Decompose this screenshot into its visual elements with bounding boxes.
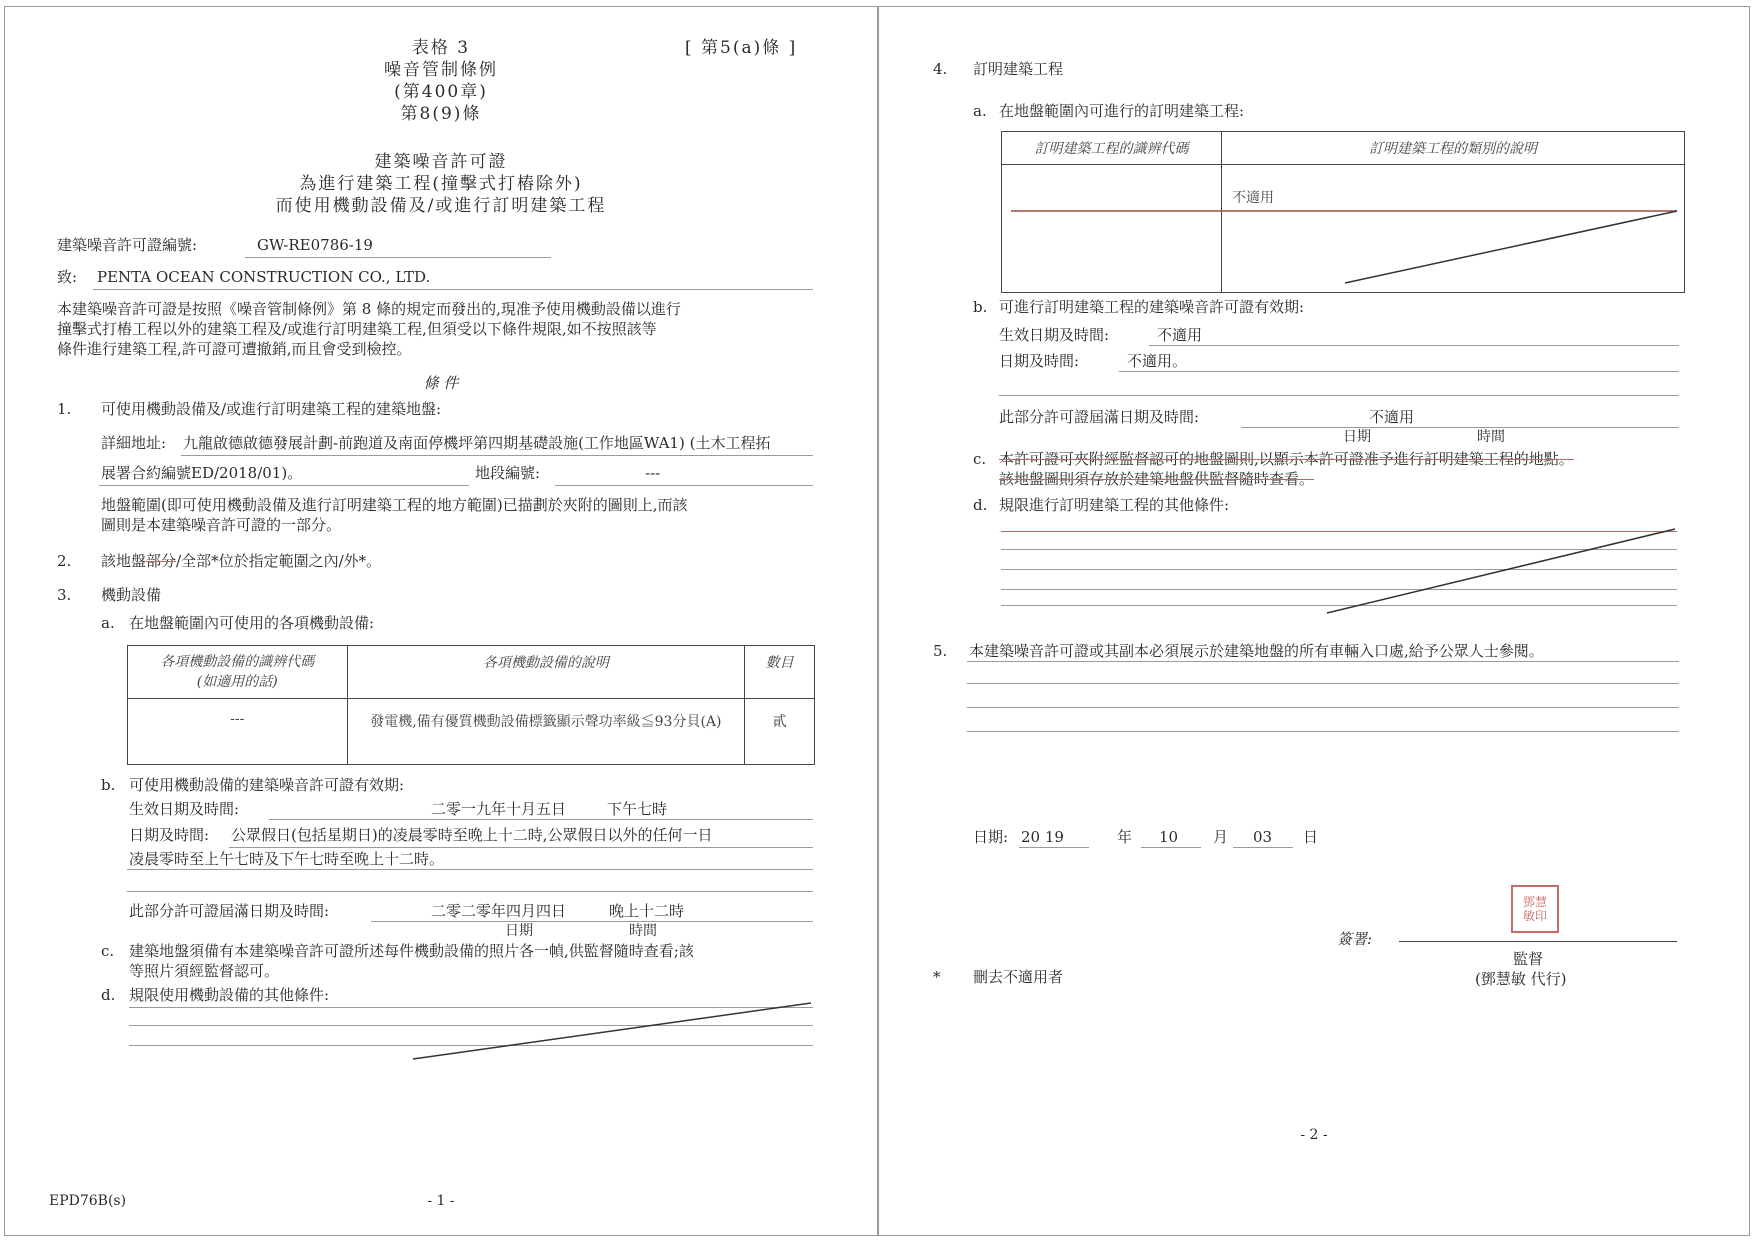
issue-date-month: 10 — [1159, 828, 1179, 846]
item-3a-label: a. — [101, 614, 115, 632]
item-2-number: 2. — [57, 552, 72, 570]
permit-subtitle-1: 為進行建築工程(撞擊式打樁除外) — [299, 174, 583, 194]
item-5-line-3 — [967, 707, 1679, 708]
issue-date-year: 20 19 — [1021, 828, 1064, 846]
official-seal-stamp: 鄧慧 敏印 — [1511, 885, 1559, 933]
equipment-quantity-cell: 貳 — [745, 699, 815, 765]
works-expiry-label: 此部分許可證屆滿日期及時間: — [999, 408, 1200, 426]
item-4-title: 訂明建築工程 — [973, 60, 1064, 78]
works-code-header: 訂明建築工程的識辨代碼 — [1002, 132, 1222, 165]
works-description-header: 訂明建築工程的類別的說明 — [1222, 132, 1685, 165]
signature-label: 簽署: — [1337, 930, 1373, 948]
permit-page-1 — [4, 6, 878, 1236]
item-5-line-2 — [967, 683, 1679, 684]
page-number-1: - 1 - — [427, 1193, 455, 1209]
item-4a-label: a. — [973, 102, 987, 120]
item-3-title: 機動設備 — [101, 586, 162, 604]
effective-date: 二零一九年十月五日 — [431, 800, 567, 818]
address-line-2: 展署合約編號ED/2018/01)。 — [101, 464, 303, 482]
permit-title: 建築噪音許可證 — [374, 152, 508, 172]
equipment-quantity-header: 數目 — [745, 646, 815, 699]
item-3c-line-1: 建築地盤須備有本建築噪音許可證所述每件機動設備的照片各一幀,供監督隨時查看;該 — [129, 942, 694, 960]
works-days-value: 不適用。 — [1127, 352, 1188, 370]
item-2-pre: 該地盤 — [101, 552, 147, 570]
month-underline — [1141, 847, 1201, 848]
item-3c-label: c. — [101, 942, 115, 960]
issue-date-label: 日期: — [973, 828, 1009, 846]
item-3b-text: 可使用機動設備的建築噪音許可證有效期: — [129, 776, 405, 794]
item-4b-label: b. — [973, 298, 988, 316]
item-5-line-4 — [967, 731, 1679, 732]
expiry-date: 二零二零年四月四日 — [431, 902, 567, 920]
expiry-time: 晚上十二時 — [609, 902, 685, 920]
permit-number: GW-RE0786-19 — [257, 236, 373, 254]
chapter-number: (第400章) — [394, 82, 488, 102]
recipient-label: 致: — [57, 268, 78, 286]
site-note-line-2: 圖則是本建築噪音許可證的一部分。 — [101, 516, 342, 534]
item-5-line-1 — [967, 661, 1679, 662]
recipient-name: PENTA OCEAN CONSTRUCTION CO., LTD. — [97, 268, 431, 286]
signature-line — [1399, 941, 1677, 942]
works-description-cell: 不適用 — [1222, 165, 1685, 293]
works-expiry-value: 不適用 — [1369, 408, 1415, 426]
item-4c-label: c. — [973, 450, 987, 468]
page-number-2: - 2 - — [1300, 1127, 1328, 1143]
footnote-mark: * — [933, 968, 941, 986]
expiry-date-caption: 日期 — [505, 923, 533, 939]
year-char: 年 — [1117, 828, 1133, 846]
intro-line-2: 撞擊式打樁工程以外的建築工程及/或進行訂明建築工程,但須受以下條件規限,如不按照該等 — [57, 320, 657, 338]
effective-time: 下午七時 — [607, 800, 668, 818]
works-days-label: 日期及時間: — [999, 352, 1080, 370]
conditions-heading: 條 件 — [423, 374, 459, 392]
item-2-post: /全部*位於指定範圍之內/外*。 — [176, 552, 382, 570]
item-4d-text: 規限進行訂明建築工程的其他條件: — [999, 496, 1230, 514]
year-underline — [1019, 847, 1089, 848]
item-3d-label: d. — [101, 986, 116, 1004]
days-label: 日期及時間: — [129, 826, 210, 844]
item-4c-line-2: 該地盤圖則須存放於建築地盤供監督隨時查看。 — [999, 470, 1315, 488]
day-underline — [1233, 847, 1293, 848]
item-4-number: 4. — [933, 60, 948, 78]
equipment-description-cell: 發電機,備有優質機動設備標籤顯示聲功率級≦93分貝(A) — [347, 699, 745, 765]
days-line-2: 凌晨零時至上午七時及下午七時至晚上十二時。 — [129, 850, 445, 868]
ordinance-name: 噪音管制條例 — [384, 60, 498, 80]
works-effective-value: 不適用 — [1157, 326, 1203, 344]
equipment-code-header: 各項機動設備的識辨代碼 (如適用的話) — [128, 646, 348, 699]
intro-line-3: 條件進行建築工程,許可證可遭撤銷,而且會受到檢控。 — [57, 340, 412, 358]
item-4a-text: 在地盤範圍內可進行的訂明建築工程: — [999, 102, 1245, 120]
footnote-text: 刪去不適用者 — [973, 968, 1064, 986]
item-3c-line-2: 等照片須經監督認可。 — [129, 962, 280, 980]
item-2-struck: 部分 — [146, 552, 177, 570]
works-date-caption: 日期 — [1343, 429, 1371, 445]
form-number: 表格 3 — [411, 38, 471, 58]
form-code: EPD76B(s) — [49, 1193, 127, 1209]
expiry-label: 此部分許可證屆滿日期及時間: — [129, 902, 330, 920]
month-char: 月 — [1213, 828, 1229, 846]
item-3d-text: 規限使用機動設備的其他條件: — [129, 986, 330, 1004]
item-3-number: 3. — [57, 586, 72, 604]
item-1-number: 1. — [57, 400, 72, 418]
item-5-text: 本建築噪音許可證或其副本必須展示於建築地盤的所有車輛入口處,給予公眾人士參閱。 — [969, 642, 1544, 660]
permit-subtitle-2: 而使用機動設備及/或進行訂明建築工程 — [275, 196, 607, 216]
item-5-number: 5. — [933, 642, 948, 660]
days-line-1: 公眾假日(包括星期日)的凌晨零時至晚上十二時,公眾假日以外的任何一日 — [231, 826, 713, 844]
item-4d-strike-diagonal — [879, 7, 1749, 1235]
item-4c-line-1: 本許可證可夾附經監督認可的地盤圖則,以顯示本許可證准予進行訂明建築工程的地點。 — [999, 450, 1574, 468]
item-3a-text: 在地盤範圍內可使用的各項機動設備: — [129, 614, 375, 632]
section-reference: [ 第5(a)條 ] — [685, 38, 798, 58]
day-char: 日 — [1303, 828, 1319, 846]
intro-line-1: 本建築噪音許可證是按照《噪音管制條例》第 8 條的規定而發出的,現准予使用機動設備以進行 — [57, 300, 681, 318]
issue-date-day: 03 — [1253, 828, 1273, 846]
expiry-time-caption: 時間 — [629, 923, 657, 939]
item-1-text: 可使用機動設備及/或進行訂明建築工程的建築地盤: — [101, 400, 442, 418]
address-line-1: 九龍啟德啟德發展計劃-前跑道及南面停機坪第四期基礎設施(工作地區WA1) (土木工程拓 — [183, 434, 771, 452]
equipment-code-cell: --- — [128, 699, 348, 765]
item-3b-label: b. — [101, 776, 116, 794]
effective-datetime-label: 生效日期及時間: — [129, 800, 240, 818]
permit-page-2 — [878, 6, 1750, 1236]
works-effective-label: 生效日期及時間: — [999, 326, 1110, 344]
signer-title: 監督 — [1513, 950, 1544, 968]
signer-name: (鄧慧敏 代行) — [1475, 970, 1567, 988]
item-4d-label: d. — [973, 496, 988, 514]
works-time-caption: 時間 — [1477, 429, 1505, 445]
equipment-description-header: 各項機動設備的說明 — [347, 646, 745, 699]
lot-number-label: 地段編號: — [475, 464, 541, 482]
section-number: 第8(9)條 — [400, 104, 482, 124]
address-label: 詳細地址: — [101, 434, 167, 452]
item-3d-strike-diagonal — [5, 7, 877, 1235]
lot-number-value: --- — [645, 464, 661, 482]
item-4b-text: 可進行訂明建築工程的建築噪音許可證有效期: — [999, 298, 1305, 316]
site-note-line-1: 地盤範圍(即可使用機動設備及進行訂明建築工程的地方範圍)已描劃於夾附的圖則上,而該 — [101, 496, 688, 514]
permit-number-label: 建築噪音許可證編號: — [57, 236, 198, 254]
